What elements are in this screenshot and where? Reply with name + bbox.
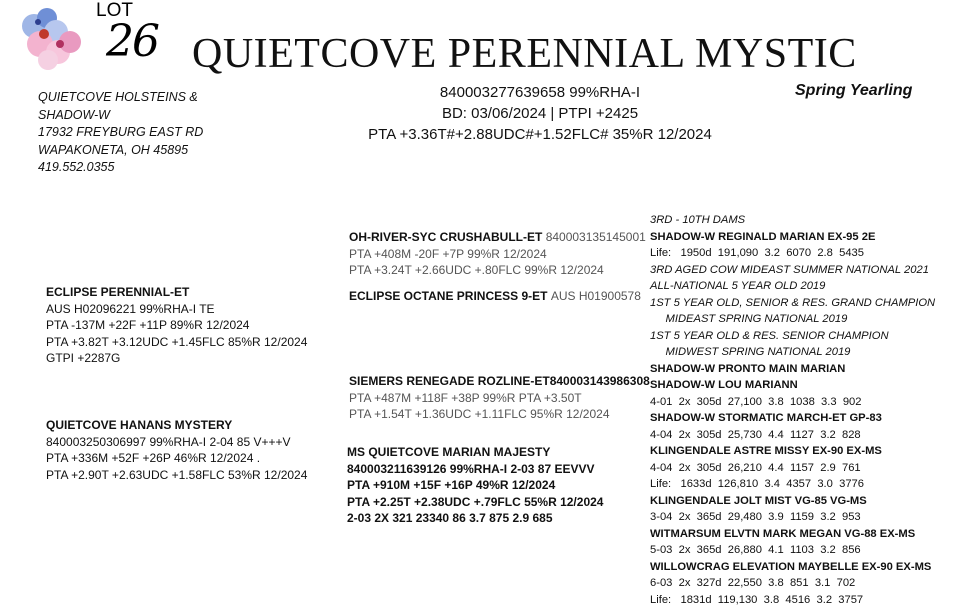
class-label: Spring Yearling [795,82,913,99]
show-record-line: 1ST 5 YEAR OLD, SENIOR & RES. GRAND CHAMPION [650,296,936,309]
sire-sire-id: 840003135145001 [545,230,646,244]
sire-line: GTPI +2287G [46,351,121,365]
animal-id: 840003277639658 99%RHA-I [439,84,641,101]
dam-ancestor-name: WILLOWCRAG ELEVATION MAYBELLE EX-90 EX-MS [650,560,932,573]
sire-name: ECLIPSE PERENNIAL-ET [46,285,190,299]
animal-birth: BD: 03/06/2024 | PTPI +2425 [441,105,639,122]
sire-line: AUS H02096221 99%RHA-I TE [46,301,215,316]
dam-sire-id: 840003143986308 [549,374,650,388]
dams-column [650,212,935,608]
dam-dam-block [347,444,603,527]
show-record-line: MIDWEST SPRING NATIONAL 2019 [650,346,851,358]
sire-dam-name: ECLIPSE OCTANE PRINCESS 9-ET [349,289,548,303]
dam-ancestor-name: SHADOW-W STORMATIC MARCH-ET GP-83 [650,412,882,424]
dam-dam-name: MS QUIETCOVE MARIAN MAJESTY [347,445,551,459]
production-record-line: 4-01 2x 305d 27,100 3.8 1038 3.3 902 [650,395,862,408]
dams-list [650,229,935,609]
dam-ancestor-name: SHADOW-W LOU MARIANN [650,379,798,391]
production-record-line: 3-04 2x 365d 29,480 3.9 1159 3.2 953 [650,511,861,523]
show-record-line: MIDEAST SPRING NATIONAL 2019 [650,313,848,325]
production-record-line: 4-04 2x 305d 25,730 4.4 1127 3.2 828 [650,428,861,441]
sire-line: PTA -137M +22F +11P 89%R 12/2024 [46,318,250,332]
dam-ancestor-name: SHADOW-W REGINALD MARIAN EX-95 2E [650,230,876,243]
lot-label: LOT [96,0,133,21]
dam-line: PTA +2.90T +2.63UDC +1.58FLC 53%R 12/2024 [46,467,308,482]
page-title: QUIETCOVE PERENNIAL MYSTIC [192,31,857,77]
dam-block [46,417,307,483]
consignor-line: 17932 FREYBURG EAST RD [38,125,204,139]
sire-sire-name: OH-RIVER-SYC CRUSHABULL-ET [349,230,543,244]
production-record-line: 6-03 2x 327d 22,550 3.8 851 3.1 702 [650,577,856,589]
production-record-line: Life: 1831d 119,130 3.8 4516 3.2 3757 [650,593,864,606]
sire-sire-block [349,229,646,279]
consignor-block [38,89,203,177]
dam-line: PTA +336M +52F +26P 46%R 12/2024 . [46,451,261,465]
production-record-line: 4-04 2x 305d 26,210 4.4 1157 2.9 761 [650,461,861,474]
sire-line: PTA +3.82T +3.12UDC +1.45FLC 85%R 12/2024 [46,334,308,349]
dam-ancestor-name: SHADOW-W PRONTO MAIN MARIAN [650,362,846,375]
dam-name: QUIETCOVE HANANS MYSTERY [46,418,233,432]
production-record-line: Life: 1950d 191,090 3.2 6070 2.8 5435 [650,247,864,259]
consignor-line: 419.552.0355 [38,160,115,174]
sire-sire-line: PTA +3.24T +2.66UDC +.80FLC 99%R 12/2024 [349,263,604,277]
consignor-line: QUIETCOVE HOLSTEINS & [38,90,198,104]
animal-info [330,82,750,145]
dam-sire-line: PTA +487M +118F +38P 99%R PTA +3.50T [349,390,582,405]
dams-header: 3RD - 10TH DAMS [650,214,746,226]
dam-dam-line: 840003211639126 99%RHA-I 2-03 87 EEVVV [347,461,595,476]
dam-dam-line: 2-03 2X 321 23340 86 3.7 875 2.9 685 [347,511,553,525]
dam-sire-block [349,373,650,423]
dam-dam-line: PTA +2.25T +2.38UDC +.79FLC 55%R 12/2024 [347,494,604,509]
show-record-line: 3RD AGED COW MIDEAST SUMMER NATIONAL 2021 [650,263,929,276]
dam-dam-line: PTA +910M +15F +16P 49%R 12/2024 [347,478,556,492]
sire-sire-line: PTA +408M -20F +7P 99%R 12/2024 [349,246,547,261]
dam-sire-line: PTA +1.54T +1.36UDC +1.11FLC 95%R 12/2024 [349,407,610,421]
dam-sire-name: SIEMERS RENEGADE ROZLINE-ET [349,374,550,388]
show-record-line: 1ST 5 YEAR OLD & RES. SENIOR CHAMPION [650,329,889,342]
production-record-line: Life: 1633d 126,810 3.4 4357 3.0 3776 [650,478,864,490]
production-record-line: 5-03 2x 365d 26,880 4.1 1103 3.2 856 [650,544,861,556]
sire-dam-block [349,288,641,305]
sire-dam-id: AUS H01900578 [550,289,641,303]
lot-number: 26 [106,16,158,67]
animal-pta: PTA +3.36T#+2.88UDC#+1.52FLC# 35%R 12/2024 [368,126,712,143]
dam-line: 840003250306997 99%RHA-I 2-04 85 V+++V [46,434,291,449]
sire-block [46,284,307,367]
consignor-line: SHADOW-W [38,107,110,122]
dam-ancestor-name: WITMARSUM ELVTN MARK MEGAN VG-88 EX-MS [650,527,916,540]
consignor-line: WAPAKONETA, OH 45895 [38,142,189,157]
dam-ancestor-name: KLINGENDALE JOLT MIST VG-85 VG-MS [650,494,867,507]
dam-ancestor-name: KLINGENDALE ASTRE MISSY EX-90 EX-MS [650,445,882,457]
show-record-line: ALL-NATIONAL 5 YEAR OLD 2019 [650,280,826,292]
